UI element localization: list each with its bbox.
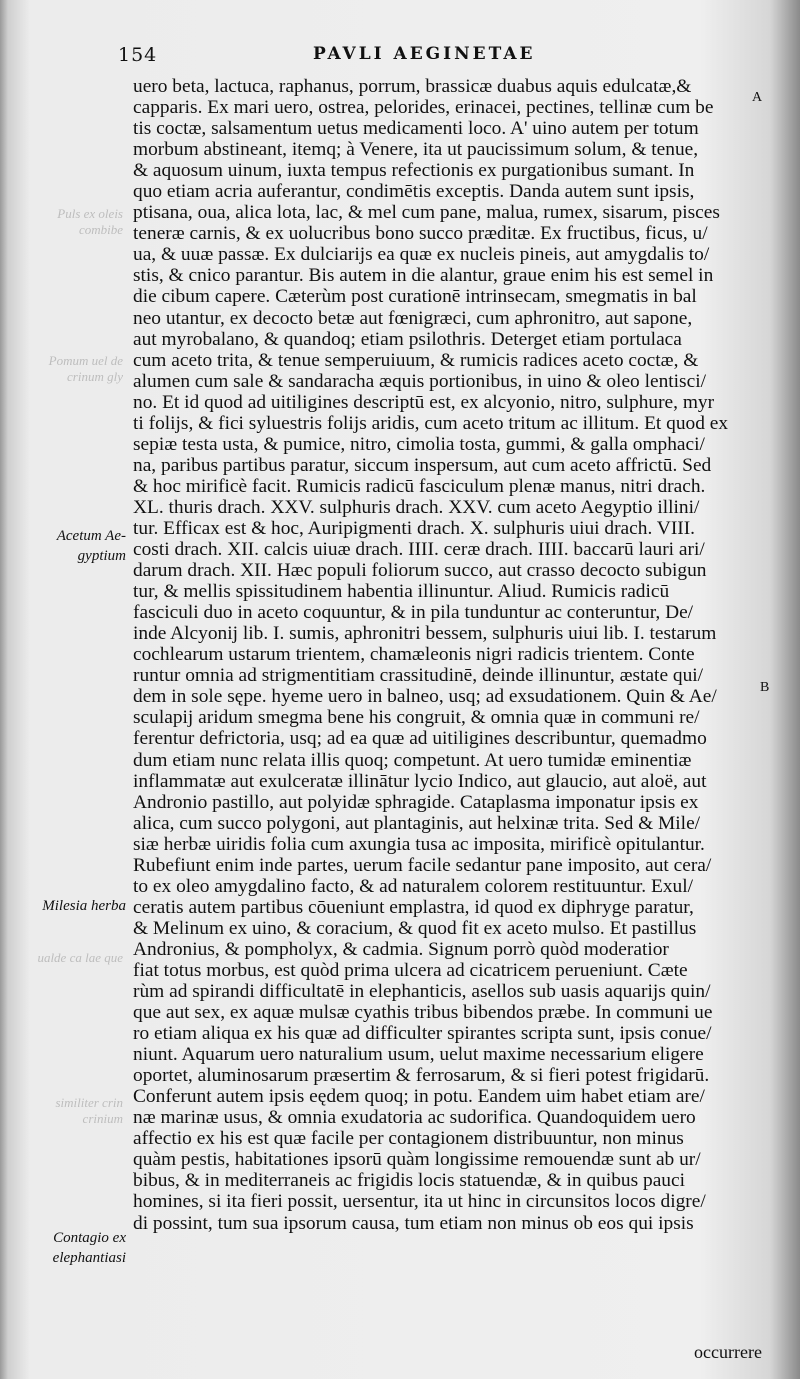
text-line: & hoc mirificè facit. Rumicis radicū fasciculum plenæ manus, nitri drach. [133,475,706,497]
text-line: quàm pestis, habitationes ipsorū quàm longissime remouendæ sunt ab ur/ [133,1149,701,1171]
text-line: tur. Efficax est & hoc, Auripigmenti drach. X. sulphuris uiui drach. VIII. [133,517,696,539]
text-line: Andronius, & pompholyx, & cadmia. Signum porrò quòd moderatior [133,938,669,960]
text-line: oportet, aluminosarum præsertim & ferrosarum, & si fieri potest frigidarū. [133,1065,710,1087]
text-line: cochlearum ustarum trientem, chamæleonis nigri radicis trientem. Conte [133,644,695,666]
text-line: neo utantur, ex decocto betæ aut fœnigræci, cum aphronitro, aut sapone, [133,307,693,329]
page-number: 154 [118,44,158,66]
text-line: dem in sole sępe. hyeme uero in balneo, usq; ad exsudationem. Quin & Ae/ [133,686,717,708]
text-line: niunt. Aquarum uero naturalium usum, uelut maxime necessarium eligere [133,1044,704,1066]
text-line: ptisana, oua, alica lota, lac, & mel cum pane, malua, rumex, sisarum, pisces [133,202,720,224]
text-line: teneræ carnis, & ex uolucribus bono succo præditæ. Ex fructibus, ficus, u/ [133,223,708,245]
text-line: rùm ad spirandi difficultatē in elephanticis, asellos sub uasis aquarijs quin/ [133,981,711,1003]
text-line: di possint, tum sua ipsorum causa, tum etiam non minus ob eos qui ipsis [133,1212,694,1234]
text-line: aut myrobalano, & quandoq; etiam psilothris. Deterget etiam portulaca [133,328,682,350]
text-line: ua, & uuæ passæ. Ex dulciarijs ea quæ ex nucleis pineis, aut amygdalis to/ [133,244,710,266]
text-line: sculapij aridum smegma bene his congruit, & omnia quæ in communi re/ [133,707,700,729]
text-line: fiat totus morbus, est quòd prima ulcera ad cicatricem perueniunt. Cæte [133,959,688,981]
text-line: tur, & mellis spissitudinem habentia illinuntur. Aliud. Rumicis radicū [133,581,670,603]
text-line: Andronio pastillo, aut polyidæ sphragide. Cataplasma imponatur ipsis ex [133,791,699,813]
text-line: inde Alcyonij lib. I. sumis, aphronitri bessem, sulphuris uiui lib. I. testarum [133,623,717,645]
text-line: darum drach. XII. Hæc populi foliorum succo, aut crasso decocto subigun [133,560,707,582]
main-text-block [133,76,763,1234]
text-line: Rubefiunt enim inde partes, uerum facile sedantur pane imposito, aut cera/ [133,854,712,876]
text-line: homines, si ita fieri possit, uersentur, ita ut hinc in circunsitos locos digre/ [133,1191,706,1213]
bleed-through-note: Pomum uel de crinum gly [48,353,123,384]
bleed-through-note: similiter crin crinium [55,1095,123,1126]
text-line: die cibum capere. Cæterùm post curationē intrinsecam, smegmatis in bal [133,286,697,308]
text-line: XL. thuris drach. XXV. sulphuris drach. XXV. cum aceto Aegyptio illini/ [133,496,700,518]
bleed-through-note: ualde ca lae que [37,950,123,965]
text-line: tis coctæ, salsamentum uetus medicamenti loco. A' uino autem per totum [133,118,699,140]
page-header [118,44,758,74]
text-line: que aut sex, ex aquæ mulsæ cyathis tribus bibendos præbe. In communi ue [133,1002,713,1024]
text-line: ceratis autem partibus cōueniunt emplastra, id quod ex diphryge paratur, [133,896,694,918]
text-line: runtur omnia ad strigmentitiam crassitudinē, deinde illinuntur, æstate qui/ [133,665,704,687]
text-line: affectio ex his est quæ facile per contagionem distribuuntur, non minus [133,1128,684,1150]
text-line: inflammatæ aut exulceratæ illinātur lycio Indico, aut glaucio, aut aloë, aut [133,770,707,792]
text-line: siæ herbæ uiridis folia cum axungia tusa ac imposita, mirificè opitulantur. [133,833,705,855]
catchword: occurrere [694,1342,762,1362]
margin-note-acetum: Acetum Ae- gyptium [56,528,126,564]
text-line: næ marinæ usus, & omnia exudatoria ac sudorifica. Quandoquidem uero [133,1107,696,1129]
text-line: to ex oleo amygdalino facto, & ad naturalem colorem restituuntur. Exul/ [133,875,694,897]
section-letter-b: B [760,680,770,695]
bleed-through-note: Puls ex oleis combibe [57,206,123,237]
text-line: alumen cum sale & sandaracha æquis portionibus, in uino & oleo lentisci/ [133,370,706,392]
margin-note-contagio: Contagio ex elephantiasi [52,1230,126,1266]
text-line: capparis. Ex mari uero, ostrea, pelorides, erinacei, pectines, tellinæ cum be [133,97,714,119]
text-line: no. Et id quod ad uitiligines descriptū est, ex alcyonio, nitro, sulphure, myr [133,391,715,413]
section-letter-a: A [752,90,763,105]
text-line: ti folijs, & fici syluestris folijs aridis, cum aceto tritum ac illitum. Et quod ex [133,412,729,434]
text-line: alica, cum succo polygoni, aut plantaginis, aut helxinæ trita. Sed & Mile/ [133,812,701,834]
text-line: na, paribus partibus paratur, siccum inspersum, aut cum aceto affrictū. Sed [133,454,712,476]
text-line: & Melinum ex uino, & coracium, & quod fit ex aceto mulso. Et pastillus [133,917,697,939]
text-line: costi drach. XII. calcis uiuæ drach. IIII. ceræ drach. IIII. baccarū lauri ari/ [133,539,705,561]
running-title: PAVLI AEGINETAE [313,44,536,64]
text-line: quo etiam acria auferantur, condimētis exceptis. Danda autem sunt ipsis, [133,181,695,203]
text-line: ro etiam aliqua ex his quæ ad difficulter spirantes scripta sunt, ipsis conue/ [133,1023,712,1045]
text-line: sepiæ testa usta, & pumice, nitro, cimolia tosta, gummi, & galla omphaci/ [133,433,705,455]
margin-note-milesia: Milesia herba [42,898,126,914]
text-line: morbum abstineant, itemq; à Venere, ita ut paucissimum solum, & tenue, [133,139,699,161]
text-line: stis, & cnico parantur. Bis autem in die alantur, graue enim his est semel in [133,265,714,287]
text-line: & aquosum uinum, iuxta tempus refectionis ex purgationibus sumant. In [133,160,695,182]
text-line: uero beta, lactuca, raphanus, porrum, brassicæ duabus aquis edulcatæ,& [133,76,692,97]
text-line: ferentur defrictoria, usq; ad ea quæ ad uitiligines describuntur, quemadmo [133,728,707,750]
text-line: fasciculi duo in aceto coquuntur, & in pila tunduntur ac conteruntur, De/ [133,602,694,624]
text-line: bibus, & in mediterraneis ac frigidis locis statuendæ, & in quibus pauci [133,1170,685,1192]
text-line: cum aceto trita, & tenue semperuiuum, & rumicis radices aceto coctæ, & [133,349,699,371]
text-line: dum etiam nunc relata illis quoq; competunt. At uero tumidæ eminentiæ [133,749,692,771]
text-line: Conferunt autem ipsis eędem quoq; in potu. Eandem uim habet etiam are/ [133,1086,705,1108]
